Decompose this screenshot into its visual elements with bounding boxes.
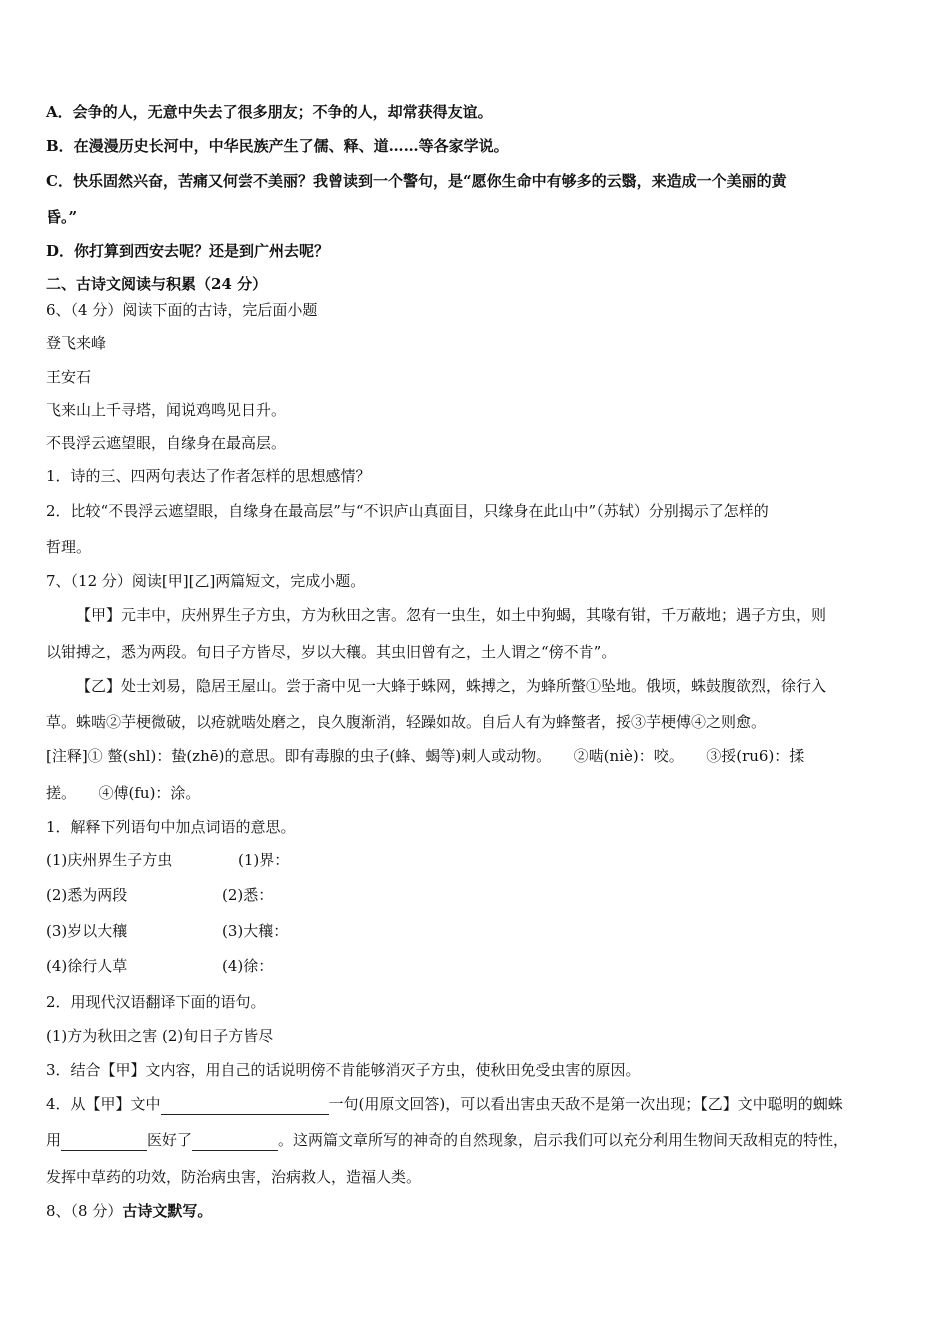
q8-title: 古诗文默写。 [122, 1202, 213, 1220]
answer-blank[interactable] [161, 1098, 329, 1115]
q7-sub4-text: 4．从【甲】文中 [46, 1095, 161, 1113]
q7-sub4-line3: 发挥中草药的功效，防治病虫害，治病救人，造福人类。 [46, 1168, 422, 1186]
q6-sub2-line2: 哲理。 [46, 538, 92, 556]
passage-yi-line2: 草。蛛啮②芋梗微破，以疮就啮处磨之，良久腹渐消，轻躁如故。自后人有为蜂螫者，挼③芋梗傅④之则愈。 [46, 713, 767, 731]
poem-author: 王安石 [46, 368, 92, 386]
vocab-word: (4)徐： [222, 957, 274, 975]
q7-intro: 7、（12 分）阅读[甲][乙]两篇短文，完成小题。 [46, 572, 366, 590]
option-a: A．会争的人，无意中失去了很多朋友；不争的人，却常获得友谊。 [46, 103, 493, 121]
passage-jia-line2: 以钳搏之，悉为两段。旬日子方皆尽，岁以大穰。其虫旧曾有之，土人谓之“傍不肯”。 [46, 643, 617, 661]
q7-sub4-text: 医好了 [147, 1131, 193, 1149]
poem-line-1: 飞来山上千寻塔，闻说鸡鸣见日升。 [46, 401, 287, 419]
section-heading: 二、古诗文阅读与积累（24 分） [46, 275, 268, 293]
vocab-word: (2)悉： [222, 886, 274, 904]
q7-sub4-text: 一句(用原文回答)，可以看出害虫天敌不是第一次出现；【乙】文中聪明的蜘蛛 [328, 1095, 843, 1113]
poem-title: 登飞来峰 [46, 334, 107, 352]
q7-sub4-text: 用 [46, 1131, 62, 1149]
passage-yi-line1: 【乙】处士刘易，隐居王屋山。尝于斋中见一大蜂于蛛网，蛛搏之，为蜂所螫①坠地。俄顷，蛛鼓腹欲烈，徐行入 [76, 677, 827, 695]
q6-intro: 6、（4 分）阅读下面的古诗，完后面小题 [46, 301, 318, 319]
q7-sub4-line2 [46, 1129, 848, 1151]
vocab-phrase: (3)岁以大穰 [46, 922, 128, 940]
q6-sub1: 1．诗的三、四两句表达了作者怎样的思想感情？ [46, 467, 371, 485]
q8-prefix: 8、（8 分） [46, 1202, 123, 1220]
vocab-phrase: (4)徐行人草 [46, 957, 128, 975]
q7-sub4-text: 。这两篇文章所写的神奇的自然现象，启示我们可以充分利用生物间天敌相克的特性， [278, 1131, 849, 1149]
option-c-line2: 昏。” [46, 208, 78, 226]
option-c-line1: C．快乐固然兴奋，苦痛又何尝不美丽？我曾读到一个警句，是“愿你生命中有够多的云翳，来造成一个美丽的黄 [46, 172, 787, 190]
answer-blank[interactable] [192, 1134, 278, 1151]
annotation-line1: [注释]① 螫(shl)：蛰(zhē)的意思。即有毒腺的虫子(蜂、蝎等)刺人或动物。 ②啮(niè)：咬。 ③挼(ru6)：揉 [46, 747, 805, 765]
option-b: B．在漫漫历史长河中，中华民族产生了儒、释、道……等各家学说。 [46, 137, 509, 155]
q7-sub2-items: (1)方为秋田之害 (2)旬日子方皆尽 [46, 1027, 274, 1045]
option-d: D．你打算到西安去呢？还是到广州去呢？ [46, 242, 330, 260]
vocab-word: (3)大穰： [222, 922, 289, 940]
answer-blank[interactable] [61, 1134, 147, 1151]
q6-sub2-line1: 2．比较“不畏浮云遮望眼，自缘身在最高层”与“不识庐山真面目，只缘身在此山中”（苏轼）分别揭示了怎样的 [46, 502, 769, 520]
annotation-line2: 搓。 ④傅(fu)：涂。 [46, 784, 201, 802]
vocab-phrase: (2)悉为两段 [46, 886, 128, 904]
q7-sub1: 1．解释下列语句中加点词语的意思。 [46, 818, 296, 836]
passage-jia-line1: 【甲】元丰中，庆州界生子方虫，方为秋田之害。忽有一虫生，如土中狗蝎，其喙有钳，千万蔽地；遇子方虫，则 [76, 606, 827, 624]
vocab-word: (1)界： [238, 851, 290, 869]
poem-line-2: 不畏浮云遮望眼，自缘身在最高层。 [46, 434, 287, 452]
q8-heading [46, 1200, 212, 1222]
q7-sub3: 3．结合【甲】文内容，用自己的话说明傍不肯能够消灭子方虫，使秋田免受虫害的原因。 [46, 1061, 641, 1079]
q7-sub4-line1 [46, 1093, 843, 1115]
q7-sub2: 2．用现代汉语翻译下面的语句。 [46, 993, 266, 1011]
vocab-phrase: (1)庆州界生子方虫 [46, 851, 173, 869]
